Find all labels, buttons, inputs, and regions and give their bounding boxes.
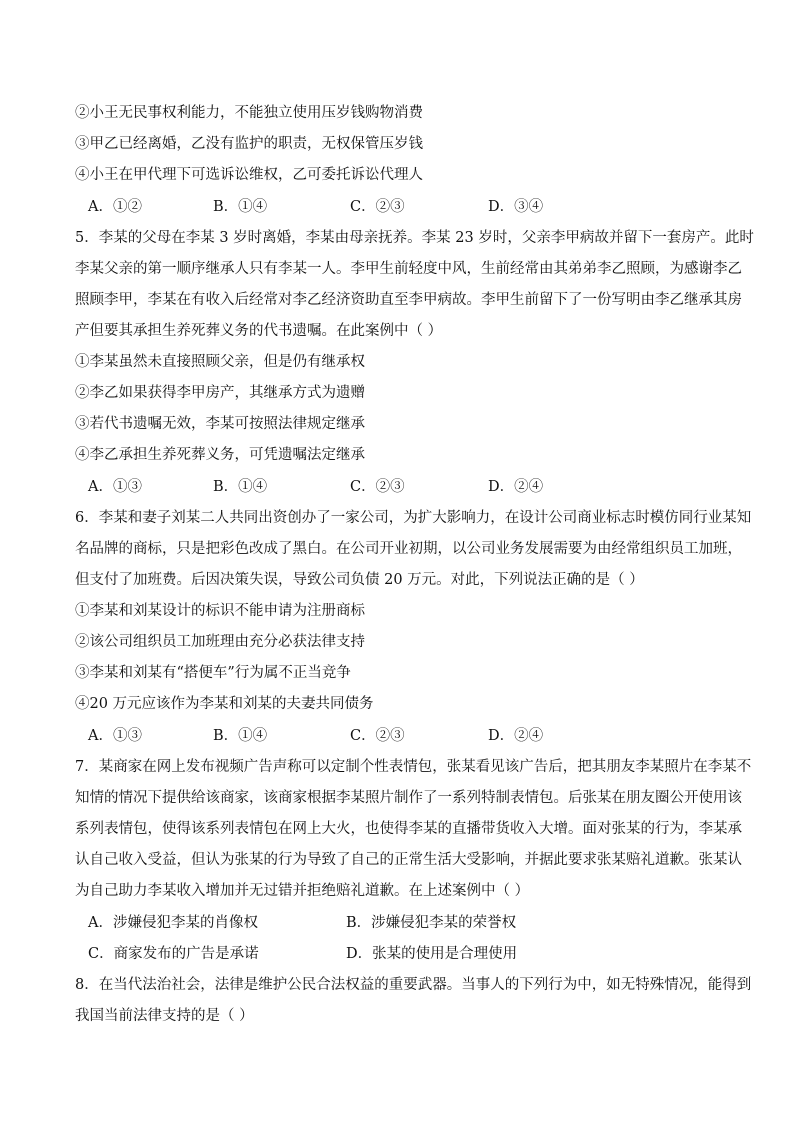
q5-statement-1: ①李某虽然未直接照顾父亲，但是仍有继承权 (75, 354, 365, 370)
q7-stem-line-2: 知情的情况下提供给该商家，该商家根据李某照片制作了一系列特制表情包。后张某在朋友圈公开使用该 (75, 790, 742, 806)
q5-stem-line-4: 产但要其承担生养死葬义务的代书遗嘱。在此案例中（ ） (75, 323, 443, 339)
option-d: D．②④ (488, 479, 544, 495)
q5-stem-line-3: 照顾李甲，李某在有收入后经常对李乙经济资助直至李甲病故。李甲生前留下了一份写明由李乙继承其房 (75, 292, 742, 308)
answer-options (88, 197, 728, 217)
statement-4: ④小王在甲代理下可选诉讼维权，乙可委托诉讼代理人 (75, 167, 423, 183)
q5-statement-2: ②李乙如果获得李甲房产，其继承方式为遗赠 (75, 385, 365, 401)
option-c: C．②③ (350, 199, 405, 215)
option-b: B．涉嫌侵犯李某的荣誉权 (346, 915, 517, 931)
q6-stem-line-3: 但支付了加班费。后因决策失误，导致公司负债 20 万元。对此，下列说法正确的是（ ） (75, 572, 644, 588)
q5-statement-4: ④李乙承担生养死葬义务，可凭遗嘱法定继承 (75, 447, 365, 463)
q8-stem-line-2: 我国当前法律支持的是（ ） (75, 1008, 254, 1024)
q7-answer-options-row-1 (88, 913, 728, 933)
option-a: A．①② (88, 199, 142, 215)
option-d: D．②④ (488, 728, 544, 744)
q6-statement-4: ④20 万元应该作为李某和刘某的夫妻共同债务 (75, 696, 374, 712)
q6-answer-options (88, 726, 728, 746)
q6-statement-1: ①李某和刘某设计的标识不能申请为注册商标 (75, 603, 365, 619)
option-c: C．商家发布的广告是承诺 (88, 946, 259, 962)
q6-stem-line-1: 6．李某和妻子刘某二人共同出资创办了一家公司，为扩大影响力，在设计公司商业标志时模仿同行业某知 (75, 510, 752, 526)
q6-statement-3: ③李某和刘某有“搭便车”行为属不正当竞争 (75, 665, 351, 681)
option-b: B．①④ (213, 479, 268, 495)
q7-stem-line-5: 为自己助力李某收入增加并无过错并拒绝赔礼道歉。在上述案例中（ ） (75, 883, 530, 899)
q8-stem-line-1: 8．在当代法治社会，法律是维护公民合法权益的重要武器。当事人的下列行为中，如无特殊情况，能得到 (75, 977, 752, 993)
option-a: A．①③ (88, 479, 142, 495)
q5-stem-line-2: 李某父亲的第一顺序继承人只有李某一人。李甲生前轻度中风，生前经常由其弟弟李乙照顾，为感谢李乙 (75, 261, 742, 277)
q7-stem-line-4: 认自己收入受益，但认为张某的行为导致了自己的正常生活大受影响，并据此要求张某赔礼道歉。张某认 (75, 852, 742, 868)
option-a: A．涉嫌侵犯李某的肖像权 (88, 915, 258, 931)
option-d: D．③④ (488, 199, 544, 215)
q7-stem-line-1: 7．某商家在网上发布视频广告声称可以定制个性表情包，张某看见该广告后，把其朋友李某照片在李某不 (75, 759, 752, 775)
option-b: B．①④ (213, 199, 268, 215)
option-c: C．②③ (350, 728, 405, 744)
option-b: B．①④ (213, 728, 268, 744)
q6-statement-2: ②该公司组织员工加班理由充分必获法律支持 (75, 634, 365, 650)
q6-stem-line-2: 名品牌的商标，只是把彩色改成了黑白。在公司开业初期，以公司业务发展需要为由经常组织员工加班， (75, 541, 742, 557)
option-d: D．张某的使用是合理使用 (346, 946, 518, 962)
q5-statement-3: ③若代书遗嘱无效，李某可按照法律规定继承 (75, 416, 365, 432)
q7-answer-options-row-2 (88, 944, 728, 964)
statement-3: ③甲乙已经离婚，乙没有监护的职责，无权保管压岁钱 (75, 136, 423, 152)
option-a: A．①③ (88, 728, 142, 744)
q5-answer-options (88, 477, 728, 497)
q7-stem-line-3: 系列表情包，使得该系列表情包在网上大火，也使得李某的直播带货收入大增。面对张某的行为，李某承 (75, 821, 742, 837)
statement-2: ②小王无民事权利能力，不能独立使用压岁钱购物消费 (75, 105, 423, 121)
option-c: C．②③ (350, 479, 405, 495)
q5-stem-line-1: 5．李某的父母在李某 3 岁时离婚，李某由母亲抚养。李某 23 岁时，父亲李甲病故并留下一套房产。此时 (75, 230, 754, 246)
